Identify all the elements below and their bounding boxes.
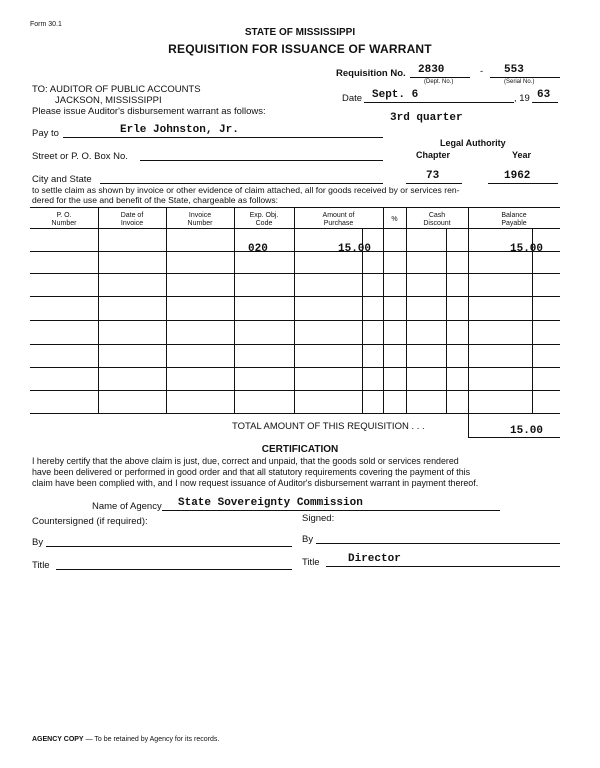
countersigned-label: Countersigned (if required): bbox=[32, 516, 148, 527]
agency-value: State Sovereignty Commission bbox=[178, 497, 363, 509]
by-label-left: By bbox=[32, 537, 44, 548]
col-date-invoice: Date of Invoice bbox=[120, 212, 144, 227]
title-line-right bbox=[326, 566, 560, 567]
requisition-label: Requisition No. bbox=[336, 68, 406, 79]
to-line-1: TO: AUDITOR OF PUBLIC ACCOUNTS bbox=[32, 84, 201, 95]
certification-title: CERTIFICATION bbox=[261, 444, 339, 455]
legal-year-line bbox=[488, 183, 558, 184]
signed-label: Signed: bbox=[302, 513, 335, 524]
col-amount: Amount of Purchase bbox=[322, 212, 355, 227]
title-label-right: Title bbox=[302, 557, 320, 568]
by-line-right bbox=[316, 543, 560, 544]
pay-to-value: Erle Johnston, Jr. bbox=[120, 124, 239, 136]
legal-authority-title: Legal Authority bbox=[440, 138, 506, 148]
chapter-value: 73 bbox=[426, 170, 440, 182]
street-label: Street or P. O. Box No. bbox=[32, 151, 128, 162]
to-line-2: JACKSON, MISSISSIPPI bbox=[55, 95, 162, 106]
title-label-left: Title bbox=[32, 560, 50, 571]
legal-year-value: 1962 bbox=[504, 170, 531, 182]
footer-copy-text: — To be retained by Agency for its records. bbox=[85, 736, 220, 743]
form-title: REQUISITION FOR ISSUANCE OF WARRANT bbox=[168, 42, 432, 56]
col-exp-obj-code: Exp. Obj. Code bbox=[249, 212, 279, 227]
footer-copy bbox=[32, 736, 219, 743]
total-value: 15.00 bbox=[510, 425, 544, 437]
by-line-left bbox=[46, 546, 292, 547]
row1-exp-code: 020 bbox=[248, 243, 268, 255]
date-label: Date bbox=[342, 93, 363, 104]
year-prefix: , 19 bbox=[514, 93, 530, 104]
year-line bbox=[532, 102, 558, 103]
title-value-right: Director bbox=[348, 553, 401, 565]
footer-copy-label: AGENCY COPY bbox=[32, 736, 84, 743]
total-label: TOTAL AMOUNT OF THIS REQUISITION . . . bbox=[232, 421, 425, 432]
pay-to-line bbox=[63, 137, 383, 138]
by-label-right: By bbox=[302, 534, 314, 545]
agency-line bbox=[162, 510, 500, 511]
serial-number-line bbox=[490, 77, 560, 78]
street-line bbox=[140, 160, 383, 161]
settle-text-2: dered for the use and benefit of the State, chargeable as follows: bbox=[32, 195, 279, 205]
title-line-left bbox=[56, 569, 292, 570]
city-label: City and State bbox=[32, 174, 92, 185]
dept-no-caption: (Dept. No.) bbox=[424, 79, 454, 85]
requisition-dash: - bbox=[480, 66, 484, 77]
year-label: Year bbox=[512, 150, 532, 160]
form-number: Form 30.1 bbox=[30, 21, 62, 28]
serial-number-value: 553 bbox=[504, 64, 524, 76]
city-line bbox=[100, 183, 383, 184]
certification-line-2: have been delivered or performed in good order and that all statutory requirements covering the payment of this bbox=[32, 467, 471, 477]
dept-number-value: 2830 bbox=[418, 64, 445, 76]
chapter-line bbox=[406, 183, 462, 184]
total-line bbox=[468, 437, 560, 438]
col-percent: % bbox=[391, 216, 398, 223]
agency-label: Name of Agency bbox=[92, 501, 162, 512]
chapter-label: Chapter bbox=[416, 150, 451, 160]
col-po: P. O. Number bbox=[51, 212, 77, 227]
quarter-value: 3rd quarter bbox=[390, 112, 463, 124]
row1-amount: 15.00 bbox=[338, 243, 372, 255]
col-cash-discount: Cash Discount bbox=[423, 212, 451, 227]
date-line bbox=[364, 102, 514, 103]
row1-balance: 15.00 bbox=[510, 243, 544, 255]
instruction-text: Please issue Auditor's disbursement warrant as follows: bbox=[32, 106, 266, 117]
year-value: 63 bbox=[537, 89, 551, 101]
certification-line-3: claim have been complied with, and I now request issuance of Auditor's disbursement warrant in payment thereof. bbox=[32, 478, 479, 488]
pay-to-label: Pay to bbox=[32, 128, 59, 139]
state-title: STATE OF MISSISSIPPI bbox=[244, 27, 356, 38]
col-balance: Balance Payable bbox=[501, 212, 527, 227]
settle-text-1: to settle claim as shown by invoice or other evidence of claim attached, all for goods received by or services ren- bbox=[32, 185, 460, 195]
date-value: Sept. 6 bbox=[372, 89, 419, 101]
dept-number-line bbox=[410, 77, 470, 78]
serial-no-caption: (Serial No.) bbox=[504, 79, 535, 85]
col-invoice-number: Invoice Number bbox=[187, 212, 213, 227]
certification-line-1: I hereby certify that the above claim is just, due, correct and unpaid, that the goods sold or services rendered bbox=[32, 456, 459, 466]
